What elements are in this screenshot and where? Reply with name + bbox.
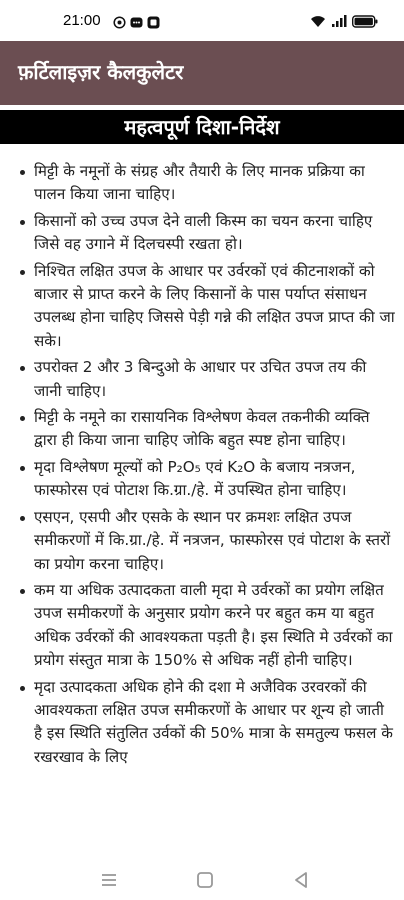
status-bar (0, 0, 404, 41)
list-item: कम या अधिक उत्पादकता वाली मृदा मे उर्वरकों का प्रयोग लक्षित उपज समीकरणों के अनुसार प्रयोग करने पर बहुत कम या बहुत अधिक उर्वरकों की आवश्यकता पड़ती है। इस स्थिति मे उर्वरकों का प्रयोग संस्तुत मात्रा के 150% से अधिक नहीं होनी चाहिए। (34, 579, 396, 673)
status-icons-right (310, 13, 378, 32)
list-item: निश्चित लक्षित उपज के आधार पर उर्वरकों एवं कीटनाशकों को बाजार से प्राप्त करने के लिए किसानों के पास पर्याप्त संसाधन उपलब्ध होना चाहिए जिससे पेड़ी गन्ने की लक्षित उपज प्राप्त की जा सके। (34, 260, 396, 354)
wifi-icon (310, 13, 326, 32)
list-item: किसानों को उच्च उपज देने वाली किस्म का चयन करना चाहिए जिसे वह उगाने में दिलचस्पी रखता हो। (34, 210, 396, 257)
status-icons-left (113, 14, 160, 27)
list-item: उपरोक्त 2 और 3 बिन्दुओ के आधार पर उचित उपज तय की जानी चाहिए। (34, 356, 396, 403)
guidelines-list (0, 144, 404, 769)
message-icon (130, 14, 143, 27)
back-icon[interactable] (288, 868, 314, 892)
list-item: मृदा विश्लेषण मूल्यों को P₂O₅ एवं K₂O के बजाय नत्रजन, फास्फोरस एवं पोटाश कि.ग्रा./हे. में उपस्थित होना चाहिए। (34, 456, 396, 503)
status-time: 21:00 (63, 12, 101, 29)
list-item: एसएन, एसपी और एसके के स्थान पर क्रमशः लक्षित उपज समीकरणों में कि.ग्रा./हे. में नत्रजन, फास्फोरस एवं पोटाश के स्तरों का प्रयोग करना चाहिए। (34, 506, 396, 576)
app-bar (0, 41, 404, 105)
whatsapp-icon (113, 14, 126, 27)
app-icon (147, 14, 160, 27)
section-header (0, 110, 404, 144)
menu-icon[interactable] (96, 868, 122, 892)
section-title: महत्वपूर्ण दिशा-निर्देश (124, 115, 280, 139)
guidelines-content[interactable] (0, 144, 404, 862)
home-icon[interactable] (192, 868, 218, 892)
app-title: फ़र्टिलाइज़र कैलकुलेटर (18, 60, 184, 84)
list-item: मृदा उत्पादकता अधिक होने की दशा मे अजैविक उरवरकों की आवश्यकता लक्षित उपज समीकरणों के आधार पर शून्य हो जाती है इस स्थिति संतुलित उर्वकों की 50% मात्रा के समतुल्य फसल के रखरखाव के लिए (34, 676, 396, 770)
list-item: मिट्टी के नमूने का रासायनिक विश्लेषण केवल तकनीकी व्यक्ति द्वारा ही किया जाना चाहिए जोकि बहुत स्पष्ट होना चाहिए। (34, 406, 396, 453)
battery-icon (352, 13, 378, 32)
navigation-bar (0, 862, 404, 900)
signal-icon (331, 13, 347, 32)
list-item: मिट्टी के नमूनों के संग्रह और तैयारी के लिए मानक प्रक्रिया का पालन किया जाना चाहिए। (34, 160, 396, 207)
